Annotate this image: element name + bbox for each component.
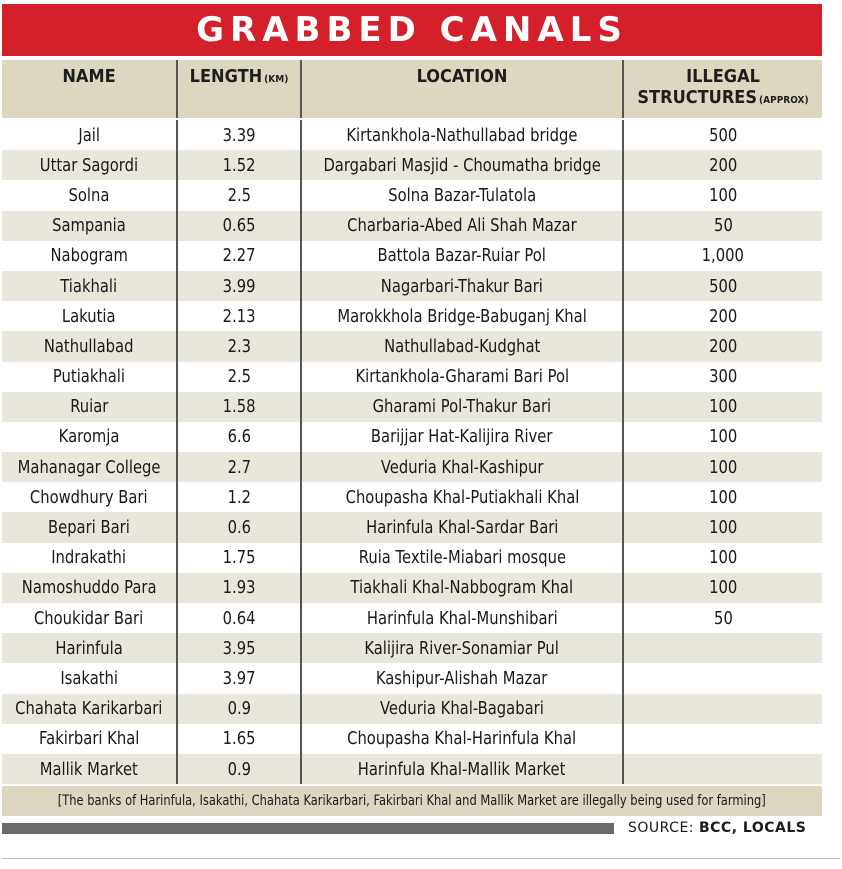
cell-name-text: Namoshuddo Para (21, 577, 157, 599)
cell-name-text: Mallik Market (39, 758, 139, 780)
cell-length (178, 512, 302, 542)
cell-location-text: Harinfula Khal-Munshibari (366, 607, 558, 629)
cell-illegal-structures-text: 300 (708, 366, 738, 388)
cell-name (2, 241, 178, 271)
cell-location-text: Gharami Pol-Thakur Bari (372, 396, 552, 418)
cell-length-text: 3.39 (222, 124, 256, 146)
cell-name (2, 211, 178, 241)
table-row (2, 482, 822, 512)
cell-name-text: Indrakathi (51, 547, 127, 569)
cell-location-text: Tiakhali Khal-Nabbogram Khal (350, 577, 574, 599)
cell-illegal-structures (624, 603, 822, 633)
cell-location-text: Harinfula Khal-Mallik Market (358, 758, 566, 780)
cell-illegal-structures-text: 200 (708, 154, 738, 176)
table-row (2, 301, 822, 331)
cell-illegal-structures (624, 663, 822, 693)
cell-name-text: Jail (78, 124, 100, 146)
cell-location (302, 211, 624, 241)
cell-illegal-structures-text: 100 (708, 426, 738, 448)
cell-name-text: Chowdhury Bari (30, 486, 148, 508)
cell-location-text: Dargabari Masjid - Choumatha bridge (323, 154, 601, 176)
cell-illegal-structures (624, 150, 822, 180)
cell-name (2, 482, 178, 512)
table-row (2, 603, 822, 633)
cell-length (178, 392, 302, 422)
table-row (2, 694, 822, 724)
cell-location-text: Nathullabad-Kudghat (383, 335, 541, 357)
cell-illegal-structures (624, 392, 822, 422)
cell-length-text: 6.6 (227, 426, 251, 448)
cell-location-text: Kirtankhola-Gharami Bari Pol (355, 366, 569, 388)
cell-location (302, 241, 624, 271)
cell-location (302, 543, 624, 573)
cell-name-text: Fakirbari Khal (38, 728, 140, 750)
cell-illegal-structures-text: 1,000 (701, 245, 745, 267)
cell-name (2, 543, 178, 573)
header-name (2, 60, 178, 118)
page-title: GRABBED CANALS (2, 4, 822, 60)
table-row (2, 543, 822, 573)
cell-location (302, 633, 624, 663)
cell-location-text: Veduria Khal-Bagabari (380, 698, 544, 720)
header-location-label: LOCATION (416, 66, 508, 87)
cell-name-text: Ruiar (69, 396, 109, 418)
cell-length (178, 633, 302, 663)
cell-length-text: 2.5 (227, 366, 251, 388)
cell-length-text: 0.6 (227, 517, 251, 539)
header-length-unit: (KM) (264, 74, 289, 85)
cell-length (178, 422, 302, 452)
cell-length-text: 0.64 (222, 607, 256, 629)
cell-length (178, 724, 302, 754)
header-location (302, 60, 624, 118)
table-row (2, 241, 822, 271)
table-row (2, 452, 822, 482)
cell-length-text: 1.93 (222, 577, 256, 599)
cell-name (2, 573, 178, 603)
cell-length (178, 180, 302, 210)
cell-location (302, 663, 624, 693)
cell-name (2, 120, 178, 150)
cell-name (2, 694, 178, 724)
cell-length-text: 2.7 (227, 456, 251, 478)
table-row (2, 180, 822, 210)
cell-location-text: Kirtankhola-Nathullabad bridge (346, 124, 578, 146)
cell-name-text: Tiakhali (60, 275, 118, 297)
cell-length-text: 0.9 (227, 698, 251, 720)
infographic (2, 4, 822, 816)
cell-location (302, 694, 624, 724)
cell-name-text: Putiakhali (52, 366, 126, 388)
cell-length-text: 3.97 (222, 667, 256, 689)
cell-name-text: Uttar Sagordi (39, 154, 139, 176)
cell-name-text: Sampania (52, 215, 126, 237)
cell-illegal-structures-text: 50 (713, 215, 733, 237)
cell-length (178, 331, 302, 361)
cell-location-text: Veduria Khal-Kashipur (380, 456, 544, 478)
cell-name (2, 362, 178, 392)
cell-length-text: 3.95 (222, 637, 256, 659)
cell-location (302, 301, 624, 331)
cell-illegal-structures-text: 100 (708, 577, 738, 599)
cell-length-text: 1.58 (222, 396, 256, 418)
cell-illegal-structures-text: 200 (708, 305, 738, 327)
cell-name (2, 331, 178, 361)
header-length (178, 60, 302, 118)
source-value: BCC, LOCALS (698, 820, 807, 836)
cell-location (302, 754, 624, 784)
cell-length-text: 2.5 (227, 184, 251, 206)
cell-illegal-structures (624, 211, 822, 241)
cell-illegal-structures (624, 724, 822, 754)
cell-length (178, 362, 302, 392)
cell-location (302, 331, 624, 361)
cell-location-text: Choupasha Khal-Harinfula Khal (347, 728, 577, 750)
table-row (2, 120, 822, 150)
cell-length-text: 1.75 (222, 547, 256, 569)
cell-length-text: 2.3 (227, 335, 251, 357)
cell-location (302, 392, 624, 422)
table-row (2, 392, 822, 422)
cell-illegal-structures (624, 271, 822, 301)
cell-length (178, 603, 302, 633)
header-name-label: NAME (62, 66, 116, 87)
header-illegal-line2-wrap (637, 87, 808, 108)
cell-name-text: Nathullabad (44, 335, 134, 357)
cell-name-text: Bepari Bari (48, 517, 130, 539)
cell-length (178, 241, 302, 271)
cell-location (302, 422, 624, 452)
cell-length (178, 120, 302, 150)
cell-name (2, 724, 178, 754)
cell-length-text: 1.65 (222, 728, 256, 750)
cell-location-text: Choupasha Khal-Putiakhali Khal (345, 486, 579, 508)
cell-name-text: Mahanagar College (17, 456, 161, 478)
table-row (2, 512, 822, 542)
table-row (2, 211, 822, 241)
cell-name (2, 603, 178, 633)
cell-illegal-structures (624, 362, 822, 392)
cell-length-text: 2.13 (222, 305, 256, 327)
cell-illegal-structures-text: 100 (708, 396, 738, 418)
cell-location-text: Marokkhola Bridge-Babuganj Khal (337, 305, 587, 327)
cell-illegal-structures (624, 422, 822, 452)
cell-name-text: Isakathi (60, 667, 118, 689)
header-length-label: LENGTH (189, 66, 263, 87)
cell-illegal-structures (624, 543, 822, 573)
cell-length (178, 301, 302, 331)
cell-illegal-structures (624, 573, 822, 603)
cell-illegal-structures-text: 500 (708, 275, 738, 297)
cell-location (302, 482, 624, 512)
cell-location (302, 150, 624, 180)
cell-illegal-structures (624, 482, 822, 512)
cell-location (302, 271, 624, 301)
table-row (2, 573, 822, 603)
cell-length (178, 150, 302, 180)
cell-length-text: 0.9 (227, 758, 251, 780)
cell-name-text: Harinfula (55, 637, 123, 659)
source-credit (628, 820, 806, 836)
cell-length (178, 754, 302, 784)
cell-illegal-structures (624, 120, 822, 150)
cell-name-text: Karomja (58, 426, 120, 448)
table-row (2, 724, 822, 754)
cell-name (2, 180, 178, 210)
cell-illegal-structures-text: 100 (708, 517, 738, 539)
cell-location (302, 362, 624, 392)
cell-length (178, 271, 302, 301)
cell-length (178, 573, 302, 603)
cell-name (2, 633, 178, 663)
header-illegal-unit: (APPROX) (759, 95, 809, 106)
table-header (2, 60, 822, 120)
cell-location-text: Charbaria-Abed Ali Shah Mazar (347, 215, 577, 237)
cell-location (302, 603, 624, 633)
cell-location-text: Kalijira River-Sonamiar Pul (364, 637, 560, 659)
cell-location (302, 724, 624, 754)
cell-illegal-structures (624, 694, 822, 724)
cell-location (302, 180, 624, 210)
cell-name-text: Lakutia (62, 305, 116, 327)
cell-location-text: Ruia Textile-Miabari mosque (358, 547, 566, 569)
header-illegal (624, 60, 822, 118)
table-row (2, 331, 822, 361)
cell-illegal-structures (624, 241, 822, 271)
cell-length (178, 663, 302, 693)
cell-length (178, 452, 302, 482)
cell-name (2, 422, 178, 452)
table-body (2, 120, 822, 784)
cell-location-text: Harinfula Khal-Sardar Bari (365, 517, 559, 539)
cell-name (2, 150, 178, 180)
cell-location (302, 452, 624, 482)
cell-name-text: Chahata Karikarbari (15, 698, 163, 720)
cell-location (302, 512, 624, 542)
bottom-rule (2, 858, 840, 859)
header-illegal-line2: STRUCTURES (637, 87, 758, 108)
cell-length-text: 1.2 (227, 486, 251, 508)
footnote (2, 786, 822, 816)
cell-name (2, 301, 178, 331)
cell-location (302, 573, 624, 603)
cell-name (2, 271, 178, 301)
table-row (2, 633, 822, 663)
cell-name-text: Solna (68, 184, 110, 206)
cell-location (302, 120, 624, 150)
cell-name-text: Nabogram (50, 245, 128, 267)
header-illegal-line1: ILLEGAL (686, 66, 760, 87)
table-row (2, 663, 822, 693)
table-row (2, 754, 822, 784)
cell-length-text: 1.52 (222, 154, 256, 176)
cell-illegal-structures (624, 301, 822, 331)
cell-name (2, 452, 178, 482)
cell-illegal-structures (624, 512, 822, 542)
cell-illegal-structures-text: 100 (708, 547, 738, 569)
cell-illegal-structures-text: 500 (708, 124, 738, 146)
table-row (2, 362, 822, 392)
cell-location-text: Nagarbari-Thakur Bari (380, 275, 544, 297)
table-row (2, 271, 822, 301)
cell-illegal-structures-text: 50 (713, 607, 733, 629)
cell-location-text: Barijjar Hat-Kalijira River (371, 426, 553, 448)
cell-length-text: 3.99 (222, 275, 256, 297)
cell-illegal-structures-text: 200 (708, 335, 738, 357)
cell-length-text: 2.27 (222, 245, 256, 267)
cell-length (178, 211, 302, 241)
cell-length (178, 482, 302, 512)
cell-length (178, 543, 302, 573)
cell-name (2, 663, 178, 693)
cell-illegal-structures (624, 633, 822, 663)
cell-illegal-structures-text: 100 (708, 184, 738, 206)
cell-location-text: Battola Bazar-Ruiar Pol (377, 245, 547, 267)
cell-illegal-structures-text: 100 (708, 486, 738, 508)
table-row (2, 422, 822, 452)
cell-length (178, 694, 302, 724)
cell-illegal-structures-text: 100 (708, 456, 738, 478)
cell-illegal-structures (624, 452, 822, 482)
cell-name (2, 392, 178, 422)
cell-illegal-structures (624, 180, 822, 210)
cell-length-text: 0.65 (222, 215, 256, 237)
cell-illegal-structures (624, 754, 822, 784)
source-bar (2, 823, 614, 834)
cell-name-text: Choukidar Bari (34, 607, 144, 629)
header-length-wrap (190, 66, 289, 87)
source-label: SOURCE: (628, 820, 695, 836)
cell-location-text: Solna Bazar-Tulatola (388, 184, 536, 206)
source-line (2, 818, 840, 838)
cell-name (2, 754, 178, 784)
table-row (2, 150, 822, 180)
cell-illegal-structures (624, 331, 822, 361)
cell-name (2, 512, 178, 542)
cell-location-text: Kashipur-Alishah Mazar (376, 667, 548, 689)
footnote-text: [The banks of Harinfula, Isakathi, Chahata Karikarbari, Fakirbari Khal and Mallik Market are illegally being used for farming] (57, 793, 767, 810)
